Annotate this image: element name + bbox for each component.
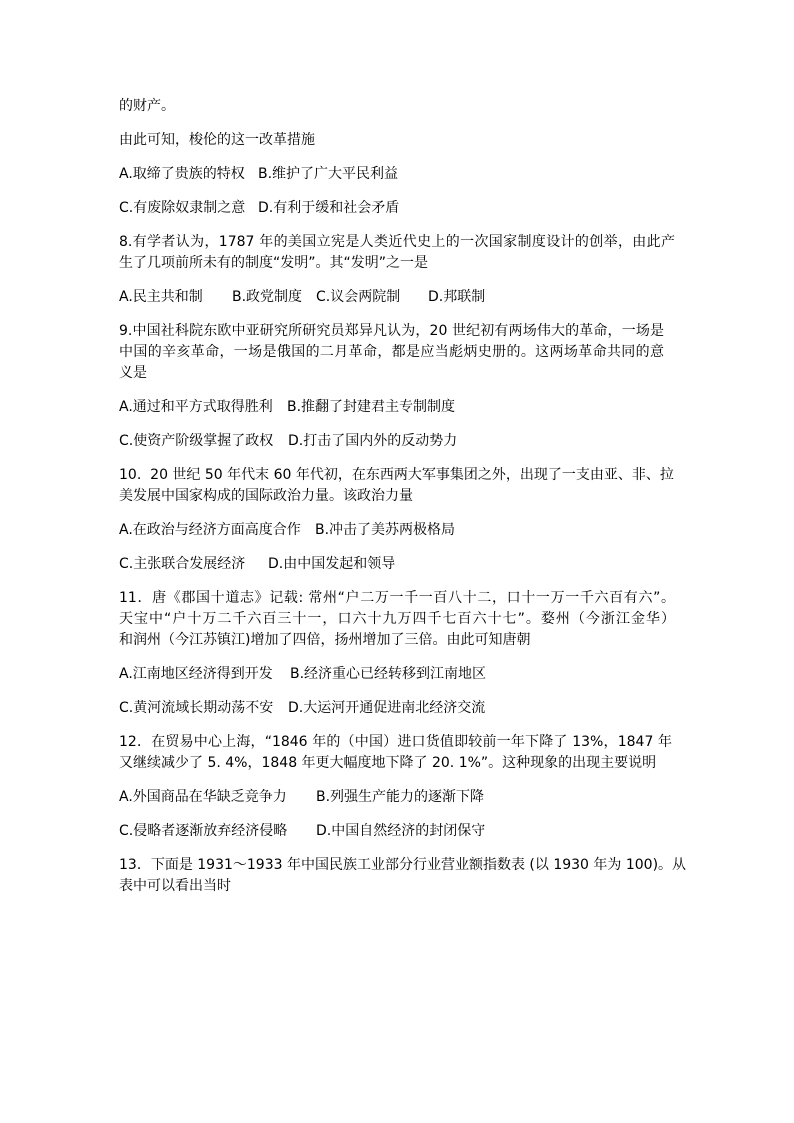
question-10-option-d: D.由中国发起和领导 bbox=[268, 556, 396, 572]
question-11-option-d: D.大运河开通促进南北经济交流 bbox=[288, 700, 486, 716]
question-11-options-row-2 bbox=[119, 698, 794, 719]
question-12-stem-line: 又继续减少了 5. 4%，1848 年更大幅度地下降了 20. 1%”。这种现象的出现主要说明 bbox=[119, 755, 657, 771]
question-8-stem-line: 生了几项前所未有的制度“发明”。其“发明”之一是 bbox=[119, 255, 429, 271]
question-12-option-d: D.中国自然经济的封闭保守 bbox=[316, 823, 486, 839]
question-12-stem bbox=[119, 732, 794, 774]
question-10-options-row-2 bbox=[119, 554, 794, 575]
question-11-stem-line: 11．唐《郡国十道志》记载: 常州“户二万一千一百八十二，口十一万一千六百有六”。 bbox=[119, 590, 675, 606]
question-11-stem-line: 和润州（今江苏镇江)增加了四倍，扬州增加了三倍。由此可知唐朝 bbox=[119, 632, 531, 648]
question-10-stem-line: 美发展中国家构成的国际政治力量。该政治力量 bbox=[119, 488, 413, 504]
question-10-option-c: C.主张联合发展经济 bbox=[119, 556, 246, 572]
question-10-stem bbox=[119, 465, 794, 507]
question-8-option-a: A.民主共和制 bbox=[119, 289, 203, 305]
question-9-stem bbox=[119, 321, 794, 384]
question-12-option-a: A.外国商品在华缺乏竞争力 bbox=[119, 789, 287, 805]
question-7-option-d: D.有利于缓和社会矛盾 bbox=[258, 200, 400, 216]
question-8-stem bbox=[119, 232, 794, 274]
carryover-paragraph bbox=[119, 96, 794, 117]
question-8-options-row bbox=[119, 287, 794, 308]
question-7-options-row-1 bbox=[119, 164, 794, 185]
question-13-stem-line: 表中可以看出当时 bbox=[119, 878, 231, 894]
question-7-option-c: C.有废除奴隶制之意 bbox=[119, 200, 246, 216]
question-12-options-row-1 bbox=[119, 787, 794, 808]
question-7-option-a: A.取缔了贵族的特权 bbox=[119, 166, 245, 182]
question-10-stem-line: 10. 20 世纪 50 年代末 60 年代初，在东西两大军事集团之外，出现了一支由亚、非、拉 bbox=[119, 467, 674, 483]
carryover-line: 的财产。 bbox=[119, 98, 175, 114]
question-10-option-b: B.冲击了美苏两极格局 bbox=[315, 522, 456, 538]
question-12-option-c: C.侵略者逐渐放弃经济侵略 bbox=[119, 823, 288, 839]
question-9-stem-line: 义是 bbox=[119, 365, 147, 381]
question-13-stem-line: 13．下面是 1931～1933 年中国民族工业部分行业营业额指数表 (以 1930 年为 100)。从 bbox=[119, 857, 687, 873]
question-10-option-a: A.在政治与经济方面高度合作 bbox=[119, 522, 301, 538]
question-11-option-b: B.经济重心已经转移到江南地区 bbox=[290, 666, 487, 682]
question-11-stem-line: 天宝中“户十万二千六百三十一，口六十九万四千七百六十七”。婺州（今浙江金华） bbox=[119, 611, 675, 627]
question-11-option-c: C.黄河流域长期动荡不安 bbox=[119, 700, 274, 716]
question-12-option-b: B.列强生产能力的逐渐下降 bbox=[316, 789, 485, 805]
question-8-option-b: B.政党制度 bbox=[232, 289, 303, 305]
question-7-stem-line: 由此可知，梭伦的这一改革措施 bbox=[119, 132, 315, 148]
question-7-options-row-2 bbox=[119, 198, 794, 219]
question-9-option-a: A.通过和平方式取得胜利 bbox=[119, 399, 273, 415]
question-9-stem-line: 9.中国社科院东欧中亚研究所研究员郑异凡认为，20 世纪初有两场伟大的革命，一场是 bbox=[119, 323, 664, 339]
question-10-options-row-1 bbox=[119, 520, 794, 541]
question-9-stem-line: 中国的辛亥革命，一场是俄国的二月革命，都是应当彪炳史册的。这两场革命共同的意 bbox=[119, 344, 664, 360]
question-7-stem bbox=[119, 130, 794, 151]
question-8-option-d: D.邦联制 bbox=[428, 289, 486, 305]
question-9-option-d: D.打击了国内外的反动势力 bbox=[288, 433, 458, 449]
question-11-stem bbox=[119, 588, 794, 651]
question-11-option-a: A.江南地区经济得到开发 bbox=[119, 666, 273, 682]
question-9-option-b: B.推翻了封建君主专制制度 bbox=[287, 399, 456, 415]
question-12-options-row-2 bbox=[119, 821, 794, 842]
question-12-stem-line: 12．在贸易中心上海，“1846 年的（中国）进口货值即较前一年下降了 13%，1847 年 bbox=[119, 734, 672, 750]
question-8-stem-line: 8.有学者认为，1787 年的美国立宪是人类近代史上的一次国家制度设计的创举，由此产 bbox=[119, 234, 675, 250]
question-7-option-b: B.维护了广大平民利益 bbox=[258, 166, 399, 182]
question-11-options-row-1 bbox=[119, 664, 794, 685]
question-8-option-c: C.议会两院制 bbox=[316, 289, 401, 305]
question-9-option-c: C.使资产阶级掌握了政权 bbox=[119, 433, 274, 449]
question-13-stem bbox=[119, 855, 794, 897]
question-9-options-row-1 bbox=[119, 397, 794, 418]
question-9-options-row-2 bbox=[119, 431, 794, 452]
